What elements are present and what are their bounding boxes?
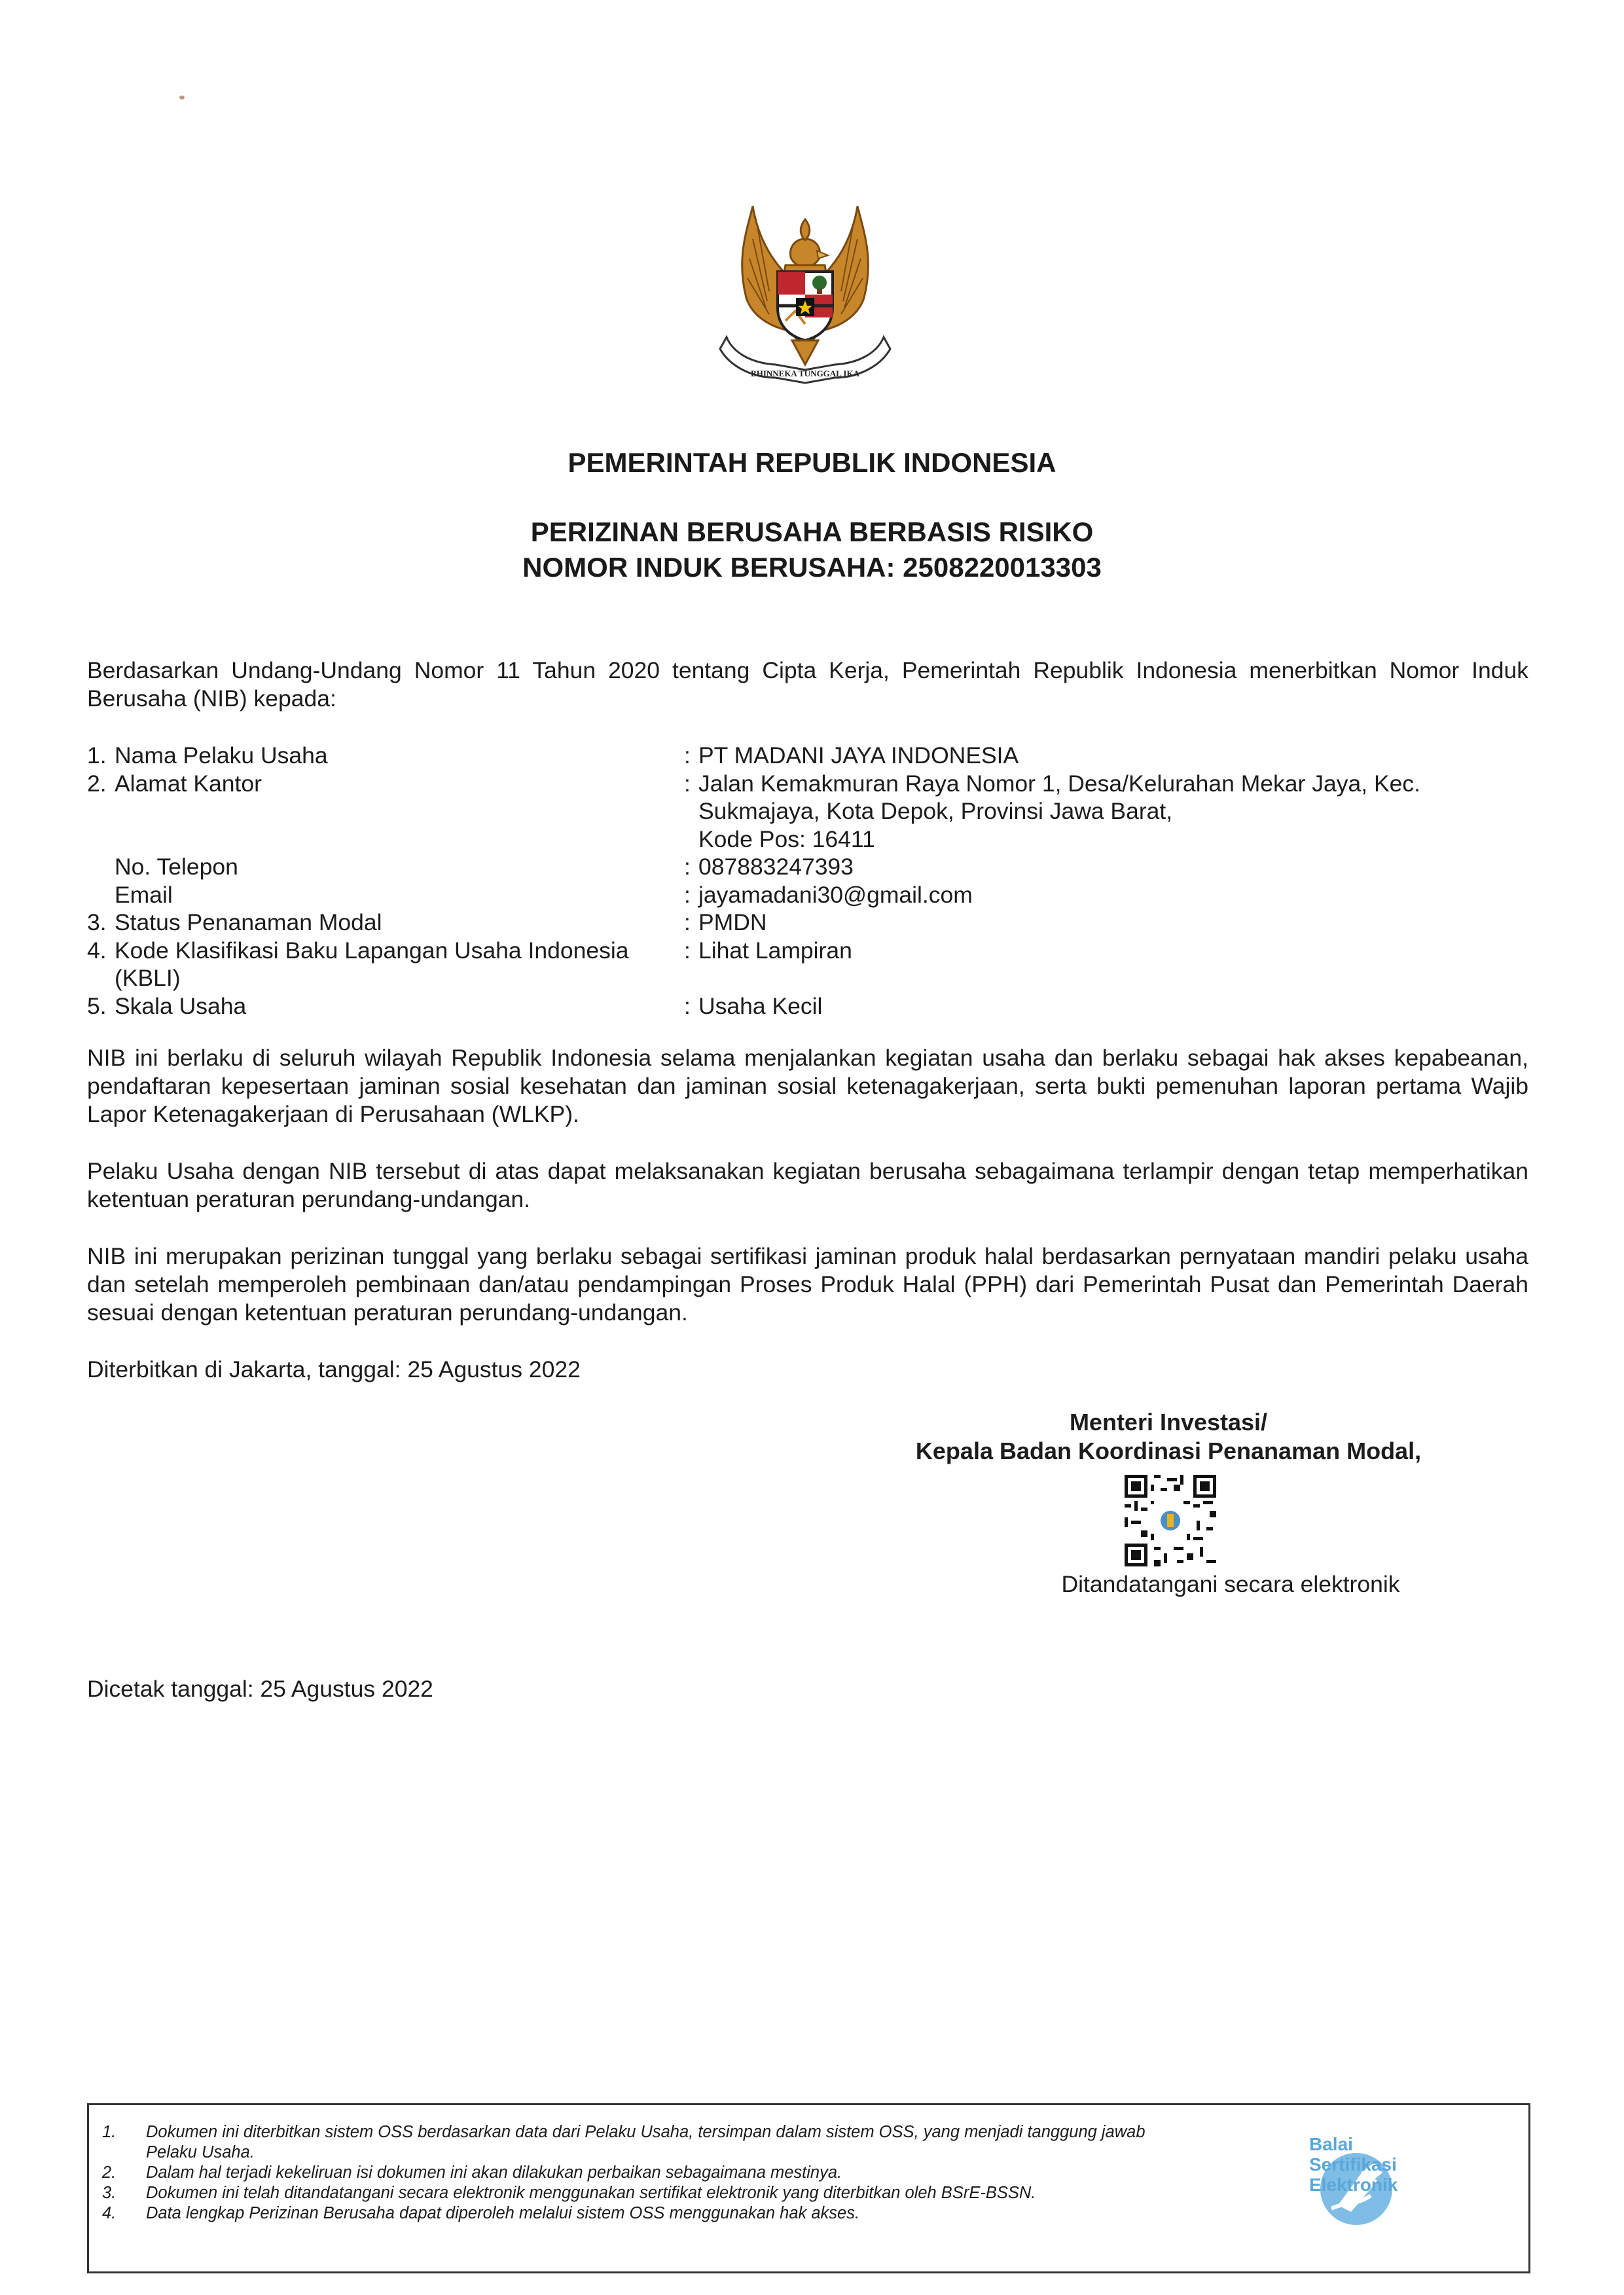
field-value: PT MADANI JAYA INDONESIA <box>698 742 1019 768</box>
field-number: 2. <box>87 770 107 797</box>
field-colon: : <box>684 881 691 908</box>
kbli-label-line-2: (KBLI) <box>115 965 181 991</box>
field-value: 087883247393 <box>698 854 854 880</box>
license-type-title: PERIZINAN BERUSAHA BERBASIS RISIKO <box>530 516 1094 547</box>
footer-note-text: Dalam hal terjadi kekeliruan isi dokumen ini akan dilakukan perbaikan sebagaimana mestinya. <box>146 2163 842 2182</box>
signatory-title-1: Menteri Investasi/ <box>1069 1409 1268 1436</box>
footer-note-line: Pelaku Usaha. <box>146 2143 255 2161</box>
footer-note-number: 4. <box>102 2204 117 2222</box>
field-number: 4. <box>87 937 107 964</box>
field-label: No. Telepon <box>115 854 238 880</box>
field-number <box>87 853 115 881</box>
footer-note-text: Dokumen ini telah ditandatangani secara elektronik menggunakan sertifikat elektronik yang diterbitkan oleh BSrE-BSSN. <box>146 2184 1036 2202</box>
activity-paragraph: Pelaku Usaha dengan NIB tersebut di atas dapat melaksanakan kegiatan berusaha sebagaimana terlampir dengan tetap memperhatikan ketentuan peraturan perundang-undangan. <box>87 1158 1528 1212</box>
business-fields <box>87 742 1528 1020</box>
nib-number-title: NOMOR INDUK BERUSAHA: 2508220013303 <box>522 552 1102 583</box>
field-row-address <box>87 770 1528 854</box>
field-row-phone <box>87 853 1528 881</box>
field-number: 3. <box>87 909 107 935</box>
field-label: Nama Pelaku Usaha <box>115 742 328 768</box>
field-colon: : <box>684 770 691 797</box>
field-number: 1. <box>87 742 107 768</box>
field-label: Skala Usaha <box>115 992 247 1019</box>
field-colon: : <box>684 742 691 768</box>
field-colon: : <box>684 854 691 880</box>
validity-paragraph: NIB ini berlaku di seluruh wilayah Republik Indonesia selama menjalankan kegiatan usaha dan berlaku sebagai hak akses kepabeanan, pendaftaran kepesertaan jaminan sosial kesehatan dan jaminan sosial ketenagakerjaan, serta bukti pemenuhan laporan pertama Wajib Lapor Ketenagakerjaan di Perusahaan (WLKP). <box>87 1045 1528 1127</box>
issued-date: Diterbitkan di Jakarta, tanggal: 25 Agustus 2022 <box>87 1356 581 1382</box>
bsre-logo-line: Elektronik <box>1309 2175 1398 2195</box>
footer-note <box>102 2203 1346 2224</box>
halal-paragraph: NIB ini merupakan perizinan tunggal yang berlaku sebagai sertifikasi jaminan produk halal berdasarkan pernyataan mandiri pelaku usaha dan setelah memperoleh pembinaan dan/atau pendampingan Proses Produk Halal (PPH) dari Pemerintah Pusat dan Pemerintah Daerah sesuai dengan ketentuan peraturan perundang-undangan. <box>87 1243 1528 1326</box>
government-title: PEMERINTAH REPUBLIK INDONESIA <box>568 447 1056 478</box>
field-number <box>87 881 115 909</box>
electronic-signature-note: Ditandatangani secara elektronik <box>1061 1571 1400 1597</box>
intro-paragraph: Berdasarkan Undang-Undang Nomor 11 Tahun 2020 tentang Cipta Kerja, Pemerintah Republik Indonesia menerbitkan Nomor Induk Berusaha (NIB) kepada: <box>87 657 1528 712</box>
field-row-email <box>87 881 1528 909</box>
footer-note-text: Data lengkap Perizinan Berusaha dapat diperoleh melalui sistem OSS menggunakan hak akses. <box>146 2204 860 2222</box>
bsre-logo-line: Sertifikasi <box>1309 2154 1397 2175</box>
emblem-motto: BHINNEKA TUNGGAL IKA <box>751 369 859 378</box>
footer-note-number: 1. <box>102 2123 117 2141</box>
field-row-kbli <box>87 937 1528 992</box>
field-value <box>698 770 1528 854</box>
address-line-3: Kode Pos: 16411 <box>698 825 875 852</box>
garuda-pancasila-emblem <box>707 193 903 403</box>
footer-note <box>102 2122 1346 2163</box>
field-label: Alamat Kantor <box>115 770 262 797</box>
field-colon: : <box>684 992 691 1019</box>
field-label: Status Penanaman Modal <box>115 909 382 935</box>
field-row-name <box>87 742 1528 770</box>
kbli-label-line-1: Kode Klasifikasi Baku Lapangan Usaha Indonesia <box>115 937 629 964</box>
signatory-title-2: Kepala Badan Koordinasi Penanaman Modal, <box>915 1437 1422 1464</box>
qr-code[interactable] <box>1125 1475 1216 1566</box>
footer-note <box>102 2183 1346 2203</box>
footer-note-line: Dokumen ini diterbitkan sistem OSS berdasarkan data dari Pelaku Usaha, tersimpan dalam sistem OSS, yang menjadi tanggung jawab <box>146 2123 1146 2141</box>
bsre-logo-line: Balai <box>1309 2134 1353 2154</box>
footer-notes-list <box>102 2122 1346 2224</box>
field-label <box>115 937 684 992</box>
field-row-business-scale <box>87 992 1528 1021</box>
field-row-investment-status <box>87 909 1528 937</box>
field-value: Usaha Kecil <box>698 992 823 1019</box>
footer-note-number: 3. <box>102 2184 117 2202</box>
address-line-2: Sukmajaya, Kota Depok, Provinsi Jawa Barat, <box>698 798 1173 824</box>
field-value: PMDN <box>698 909 767 935</box>
field-value: Lihat Lampiran <box>698 937 852 964</box>
bsre-logo-text <box>1309 2134 1398 2195</box>
footer-note <box>102 2163 1346 2183</box>
field-number: 5. <box>87 992 107 1019</box>
address-line-1: Jalan Kemakmuran Raya Nomor 1, Desa/Kelurahan Mekar Jaya, Kec. <box>698 770 1420 797</box>
scan-speck <box>179 96 185 99</box>
printed-date: Dicetak tanggal: 25 Agustus 2022 <box>87 1676 433 1702</box>
field-value: jayamadani30@gmail.com <box>698 881 973 908</box>
footer-note-text <box>146 2122 1146 2163</box>
footer-note-number: 2. <box>102 2163 117 2182</box>
field-colon: : <box>684 937 691 964</box>
field-colon: : <box>684 909 691 935</box>
field-label: Email <box>115 881 173 908</box>
